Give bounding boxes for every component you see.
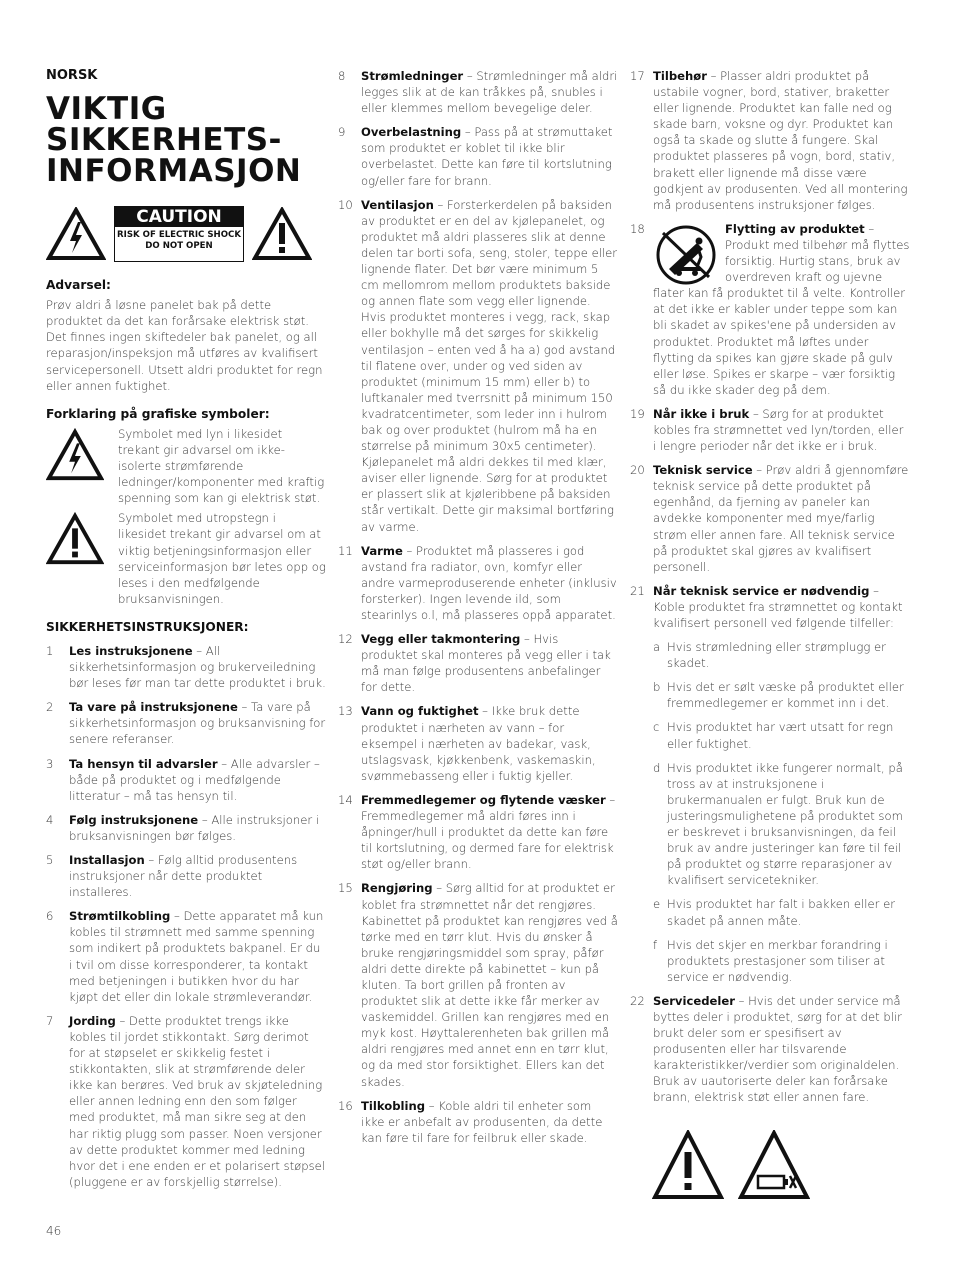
item-text: – Sørg alltid for at produktet er koblet fra strømnettet når det rengjøres. Kabinettet på produktet kan rengjøres ved å tørke med en tørr klut. Hvis du ønsker å bruke rengjøringsmiddel som spray, påfør aldri dette direkte på kabinettet – kun på kluten. Ta bort grillen på fronten av produktet slik at dette ikke får merker av vaskemiddel. Grillen kan rengjøres med en myk kost. Høyttalerenheten bak grillen må aldri rengjøres med annet enn en tørr klut, og da med stor forsiktighet. Ellers kan det skades. [361, 881, 618, 1089]
symbol-explanation [46, 426, 326, 506]
item-number: 6 [46, 909, 54, 924]
exclamation-symbol-text: Symbolet med utropstegn i likesidet trekant gir advarsel om at viktig betjeningsinformasjon eller serviceinformasjon bør letes opp og leses i den medfølgende bruksanvisningen. [118, 511, 326, 606]
list-item [46, 756, 326, 804]
item-text: – Strømledninger må aldri legges slik at de kan tråkkes på, snubles i eller klemmes mellom bevegelige deler. [361, 69, 618, 116]
item-title: Tilbehør [653, 69, 707, 83]
page-number: 46 [46, 1224, 62, 1238]
sub-list-item [653, 679, 910, 711]
lightning-triangle-icon [46, 207, 106, 261]
item-title: Jording [69, 1013, 116, 1028]
item-number: 21 [630, 583, 645, 598]
exclamation-triangle-icon [46, 512, 104, 566]
sub-item-letter: b [653, 680, 661, 695]
item-text: – Ikke bruk dette produktet i nærheten av vann – for eksempel i nærheten av badekar, vask, utslagsvask, kjøkkenbenk, vaskemaskin, svømmebasseng eller i fuktig kjeller. [361, 704, 596, 783]
item-text: – Følg alltid produsentens instruksjoner når dette produktet installeres. [69, 853, 298, 900]
item-title: Følg instruksjonene [69, 812, 199, 827]
item-text: – Dette apparatet må kun kobles til strømnett med samme spenning som indikert på produktets bakpanel. Er du i tvil om disse korresponderer, ta kontakt med betjeningen i butikken hvor du har kjøpt det eller din lokale strømleverandør. [69, 909, 324, 1004]
list-item [46, 643, 326, 691]
title-line: VIKTIG [46, 91, 167, 128]
list-item [46, 1013, 326, 1190]
item-text: – Pass på at strømuttaket som produktet er koblet til ikke blir overbelastet. Dette kan føre til kortslutning og/eller fare for brann. [361, 125, 613, 188]
item-text: – Dette produktet trengs ikke kobles til jordet stikkontakt. Sørg derimot for at støpselet er skikkelig festet i stikkontakten, slik at strømførende deler ikke kan berøres. Ved bruk av skjøteledning eller annen ledning enn den som følger med produktet, må man sikre seg at den har riktig plugg som passer. Noen versjoner av dette produktet kommer med ledning hvor det i ene enden er et polarisert støpsel (pluggene er av forskjellig størrelse). [69, 1013, 326, 1189]
item-text: – Forsterkerdelen på baksiden av produktet er en del av kjølepanelet, og produktet må aldri plasseres slik at denne delen tar borti sofa, seng, stoler, teppe eller lignende flater. Det bør være minimum 5 cm mellomrom mellom produktets bakside og annen flate som vegg eller lignende. Hvis produktet monteres i vegg, rack, skap eller bokhylle må det sørges for skikkelig ventilasjon – enten ved å ha a) god avstand til flatene over, under og ved siden av produktet (minimum 15 mm) eller b) to luftkanaler med tverrsnitt på minimum 150 kvadratcentimeter, som leder inn i hulrom bak og over produktet (hulrom må ha en størrelse på minimum 30x5 centimeter). Kjølepanelet må aldri dekkes til med klær, aviser eller lignende. Sørg for at produktet er plassert slik at kjøleribbene på baksiden står vertikalt. Dette gir maksimal bortføring av varme. [361, 197, 618, 534]
caution-label-row [46, 205, 326, 263]
item-number: 11 [338, 543, 353, 558]
caution-line: DO NOT OPEN [145, 241, 213, 252]
item-number: 9 [338, 125, 346, 140]
item-title: Les instruksjonene [69, 643, 193, 658]
list-item [338, 197, 618, 535]
item-title: Strømledninger [361, 69, 464, 83]
item-number: 1 [46, 643, 54, 658]
list-item [338, 1098, 618, 1146]
list-item [338, 124, 618, 188]
sub-item-letter: e [653, 897, 661, 912]
battery-warning-icon [738, 1130, 810, 1200]
sub-item-letter: a [653, 640, 661, 655]
item-number: 22 [630, 993, 645, 1008]
page-title [46, 91, 326, 190]
item-number: 12 [338, 632, 353, 647]
symbols-heading: Forklaring på grafiske symboler: [46, 406, 270, 421]
item-text: – All sikkerhetsinformasjon og brukerveiledning bør leses før man tar dette produktet i bruk. [69, 643, 326, 691]
list-item [338, 792, 618, 872]
sub-list-item [653, 896, 910, 928]
cart-tip-over-icon [653, 223, 719, 285]
bottom-icons [652, 1130, 810, 1200]
list-item [46, 852, 326, 900]
title-line: SIKKERHETS- [46, 122, 282, 159]
item-text: – Fremmedlegemer må aldri føres inn i åpninger/hull i produktet da dette kan føre til kortslutning, og dermed fare for elektrisk støt og/eller brann. [361, 792, 616, 872]
list-item [338, 880, 618, 1089]
list-item [630, 583, 910, 631]
instructions-heading: SIKKERHETSINSTRUKSJONER: [46, 619, 249, 634]
item-title: Servicedeler [653, 993, 735, 1008]
list-item [46, 699, 326, 747]
list-item [630, 993, 910, 1106]
item-title: Ta hensyn til advarsler [69, 756, 218, 771]
item-number: 20 [630, 463, 645, 478]
item-number: 2 [46, 700, 54, 715]
warning-heading: Advarsel: [46, 278, 111, 293]
item-text: – Hvis det under service må byttes deler i produktet, sørg for at det blir brukt deler som er spesifisert av produsenten eller har tilsvarende karakteristikker/verdier som originaldelen. Bruk av uautoriserte deler kan forårsake brann, elektrisk støt eller annen fare. [653, 993, 902, 1105]
item-text: – Koble produktet fra strømnettet og kontakt kvalifisert personell ved følgende tilfeller: [653, 583, 903, 630]
item-number: 4 [46, 812, 54, 827]
item-number: 8 [338, 69, 346, 83]
item-title: Vegg eller takmontering [361, 632, 521, 647]
list-item [338, 68, 618, 116]
sub-item-letter: f [653, 937, 658, 952]
item-title: Ventilasjon [361, 197, 434, 212]
item-number: 10 [338, 197, 353, 212]
caution-subtext [115, 227, 243, 252]
sub-list-item [653, 639, 910, 671]
item-text: – Hvis produktet skal monteres på vegg eller i tak må man følge produsentens anbefalinger for dette. [361, 632, 611, 695]
column-1 [46, 68, 326, 1198]
item-text: – Prøv aldri å gjennomføre teknisk service på dette produktet på egenhånd, da fjerning av paneler kan avdekke komponenter med mye/farlig strøm eller annen fare. All teknisk service på produktet skal gjøres av kvalifisert personell. [653, 463, 909, 574]
item-number: 13 [338, 704, 353, 719]
list-item [630, 221, 910, 398]
item-title: Når ikke i bruk [653, 406, 750, 421]
list-item [46, 812, 326, 844]
item-title: Ta vare på instruksjonene [69, 700, 238, 715]
item-title: Flytting av produktet [725, 221, 865, 236]
item-text: – Alle advarsler – både på produktet og i medfølgende litteratur – må tas hensyn til. [69, 756, 320, 803]
item-text: – Produkt med tilbehør må flyttes forsiktig. Hurtig stans, bruk av overdreven kraft og ujevne flater kan få produktet til å velte. Kontroller at det ikke er kabler under teppe som kan bli skadet av spikes'ene på undersiden av produktet. Produktet må løftes under flytting da spikes kan gjøre skade på gulv eller løse. Spikes er skarpe – vær forsiktig så du ikke skader deg på dem. [653, 221, 910, 397]
list-item [630, 68, 910, 213]
item-number: 19 [630, 406, 645, 421]
item-title: Varme [361, 543, 403, 558]
warning-text: Prøv aldri å løsne panelet bak på dette produktet da det kan forårsake elektrisk støt. Det finnes ingen skiftedeler bak panelet, og all reparasjon/inspeksjon må utføres av kvalifisert servicepersonell. Utsett aldri produktet for regn eller annen fuktighet. [46, 298, 323, 393]
item-text: – Alle instruksjoner i bruksanvisningen bør følges. [69, 812, 320, 843]
list-item [338, 631, 618, 695]
lightning-triangle-icon [46, 428, 104, 482]
sub-item-text: Hvis det skjer en merkbar forandring i produktets prestasjoner som tiliser at service er nødvendig. [667, 937, 888, 984]
item-title: Installasjon [69, 853, 145, 867]
caution-heading: CAUTION [115, 207, 243, 227]
item-title: Overbelastning [361, 125, 462, 140]
sub-item-text: Hvis produktet har falt i bakken eller er skadet på annen måte. [667, 897, 895, 928]
list-item [338, 543, 618, 623]
item-number: 17 [630, 69, 645, 83]
item-title: Fremmedlegemer og flytende væsker [361, 792, 606, 807]
item-number: 15 [338, 881, 353, 896]
item-text: – Sørg for at produktet kobles fra strømnettet ved lyn/torden, eller i lengre perioder når det ikke er i bruk. [653, 406, 904, 454]
lightning-symbol-text: Symbolet med lyn i likesidet trekant gir advarsel om ikke-isolerte strømførende ledninger/komponenter med kraftig spenning som kan gi elektrisk støt. [118, 426, 325, 506]
list-item [338, 703, 618, 783]
item-title: Vann og fuktighet [361, 704, 479, 719]
list-item [630, 462, 910, 575]
title-line: INFORMASJON [46, 153, 302, 190]
symbol-explanation [46, 510, 326, 607]
item-number: 16 [338, 1098, 353, 1113]
list-item [46, 908, 326, 1005]
item-text: – Plasser aldri produktet på ustabile vogner, bord, stativer, braketter eller lignende. Produktet kan falle ned og skade barn, voksne og dyr. Produktet kan også ta skade og slutte å fungere. Skal produktet plasseres på vogn, bord, stativ, brakett eller lignende må disse være godkjent av produsenten. Ved all montering må produsentens instruksjoner følges. [653, 69, 908, 212]
sub-list-item [653, 937, 910, 985]
item-text: – Ta vare på sikkerhetsinformasjon og bruksanvisning for senere referanser. [69, 700, 326, 747]
item-title: Når teknisk service er nødvendig [653, 583, 870, 598]
item-number: 7 [46, 1013, 54, 1028]
item-title: Teknisk service [653, 463, 753, 478]
caution-box [114, 206, 244, 262]
item-number: 14 [338, 792, 353, 807]
sub-item-letter: c [653, 720, 660, 735]
language-label: NORSK [46, 68, 98, 83]
sub-item-text: Hvis produktet ikke fungerer normalt, på tross av at instruksjonene i brukermanualen er fulgt. Bruk kun de justeringsmulighetene på produktet som er beskrevet i bruksanvisningen, da feil bruk av andre justeringer kan føre til feil på produktet og større reparasjoner av kvalifisert servicetekniker. [667, 760, 903, 888]
item-number: 5 [46, 853, 54, 867]
sub-item-text: Hvis strømledning eller strømplugg er skadet. [667, 640, 886, 671]
exclamation-triangle-icon [252, 207, 312, 261]
item-title: Tilkobling [361, 1098, 426, 1113]
sub-item-text: Hvis produktet har vært utsatt for regn eller fuktighet. [667, 720, 894, 751]
sub-item-text: Hvis det er sølt væske på produktet eller fremmedlegemer er kommet inn i det. [667, 680, 904, 711]
sub-list-item [653, 719, 910, 751]
sub-list-item [653, 760, 910, 889]
item-number: 18 [630, 221, 645, 236]
sub-item-letter: d [653, 760, 661, 775]
item-title: Rengjøring [361, 881, 433, 896]
column-2 [338, 68, 618, 1154]
list-item [630, 406, 910, 454]
exclamation-triangle-icon [652, 1130, 724, 1200]
item-text: – Koble aldri til enheter som ikke er anbefalt av produsenten, da dette kan føre til fare for feilbruk eller skade. [361, 1098, 603, 1145]
caution-line: RISK OF ELECTRIC SHOCK [117, 230, 241, 241]
column-3 [630, 68, 910, 1114]
item-number: 3 [46, 756, 54, 771]
item-title: Strømtilkobling [69, 909, 171, 924]
item-text: – Produktet må plasseres i god avstand fra radiator, ovn, komfyr eller andre varmeproduserende enheter (inklusiv forsterker). Ingen levende ild, som stearinlys o.l, må plasseres oppå apparatet. [361, 543, 617, 622]
